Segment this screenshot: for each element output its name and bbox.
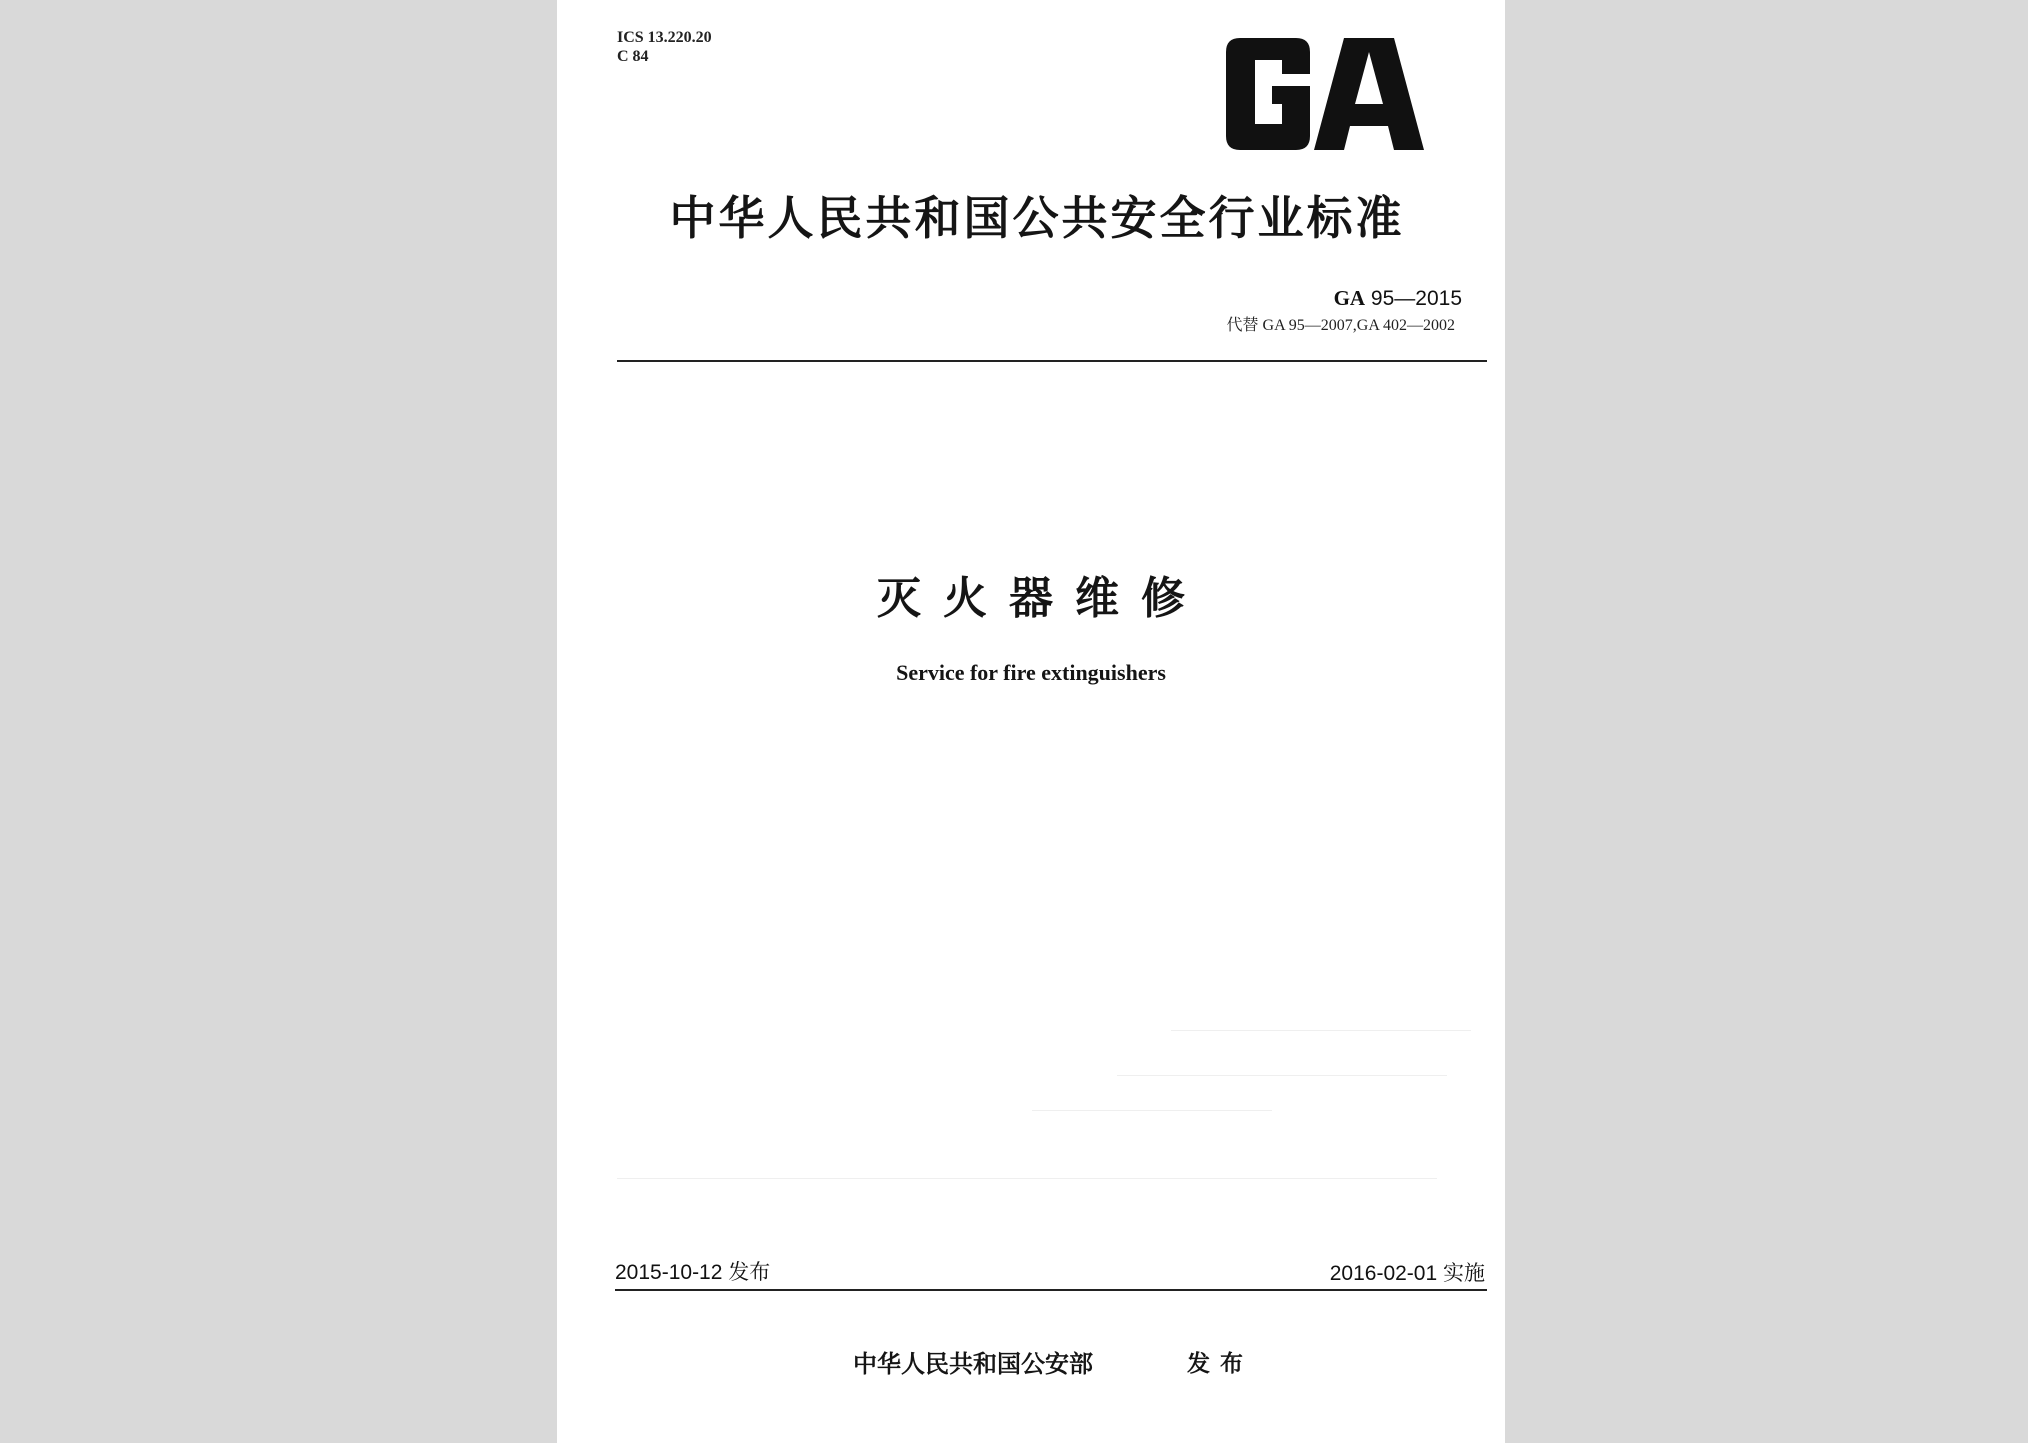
scan-artifact: [1117, 1075, 1447, 1076]
replaces-note: 代替 GA 95—2007,GA 402—2002: [1226, 317, 1455, 334]
document-title-cn: 灭火器维修: [877, 573, 1207, 624]
document-page: [557, 0, 1505, 1443]
standard-number: [1334, 286, 1462, 311]
ga-logo: [1218, 34, 1428, 154]
implementation-date: 2016-02-01 实施: [1329, 1262, 1485, 1285]
ccs-code: C 84: [617, 48, 649, 65]
ics-code: ICS 13.220.20: [617, 29, 712, 46]
scan-artifact: [1171, 1030, 1471, 1031]
standard-number-value: 95—2015: [1370, 287, 1462, 310]
standard-prefix: GA: [1333, 286, 1366, 310]
scan-artifact: [617, 1178, 1437, 1179]
scan-artifact: [1032, 1110, 1272, 1111]
document-title-en: Service for fire extinguishers: [896, 660, 1166, 685]
standard-type-title: 中华人民共和国公共安全行业标准: [669, 191, 1405, 245]
issue-date: 2015-10-12 发布: [615, 1261, 771, 1284]
top-divider: [617, 360, 1487, 362]
bottom-divider: [615, 1289, 1487, 1291]
publisher-name: 中华人民共和国公安部: [853, 1350, 1093, 1378]
classification-codes: [617, 28, 712, 66]
publish-label: 发布: [1187, 1351, 1253, 1377]
